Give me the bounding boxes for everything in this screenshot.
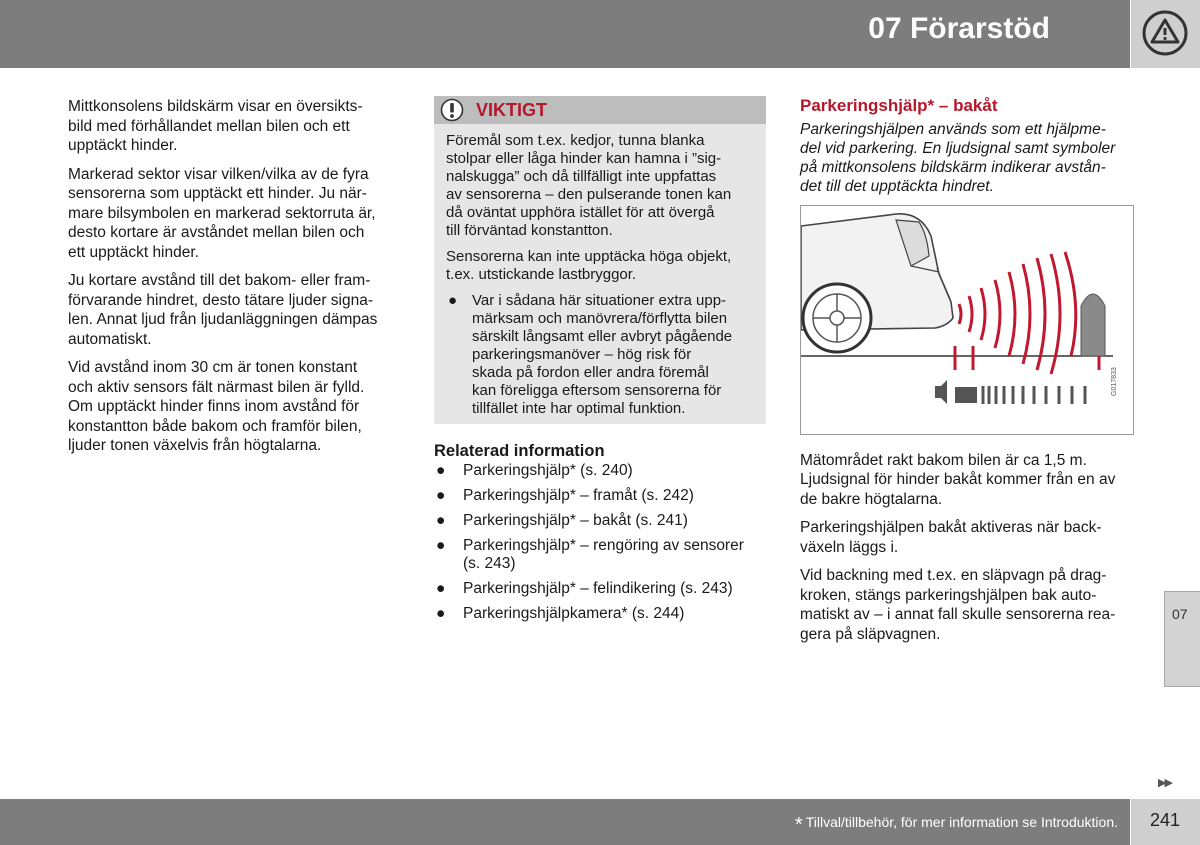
warning-body [446, 132, 756, 418]
bullet-dot: ● [436, 605, 446, 622]
header-bar [0, 0, 1130, 68]
sound-bar-block [955, 387, 977, 403]
warning-title: VIKTIGT [476, 100, 547, 120]
warning-box [434, 96, 766, 424]
obstacle-post [1081, 294, 1105, 356]
bullet-dot: ● [436, 512, 446, 529]
figure-code: G017833 [1111, 366, 1118, 396]
page-number-box [1131, 799, 1200, 845]
bullet-dot: ● [436, 462, 446, 479]
header-icon-box [1131, 0, 1200, 68]
bullet-dot: ● [436, 487, 446, 504]
paragraph: Vid avstånd inom 30 cm är tonen konstant och aktiv sensors fält närmast bilen är fylld. Om upptäckt hinder finns inom avstånd för konstantton både bakom och framför bilen, ljuder tonen växelvis från högtalarna. [68, 359, 365, 454]
bullet-dot: ● [436, 537, 446, 554]
footer-bar [0, 799, 1130, 845]
related-link[interactable]: ● Parkeringshjälp* – felindikering (s. 243) [436, 580, 733, 597]
warning-triangle-icon [1141, 9, 1189, 57]
paragraph: Parkeringshjälpen bakåt aktiveras när back- växeln läggs i. [800, 519, 1102, 556]
footnote-text: Tillval/tillbehör, för mer information se Introduktion. [805, 814, 1118, 830]
parking-assist-illustration [800, 205, 1134, 435]
warning-bullet [446, 292, 756, 418]
speaker-icon [935, 380, 947, 404]
next-page-arrows-icon: ▶▶ [1158, 777, 1171, 789]
related-link[interactable]: ● Parkeringshjälp* – rengöring av sensorer (s. 243) [436, 537, 744, 572]
right-column [800, 96, 1140, 653]
paragraph: Mätområdet rakt bakom bilen är ca 1,5 m. Ljudsignal för hinder bakåt kommer från en av de bakre högtalarna. [800, 451, 1116, 508]
related-link[interactable]: ● Parkeringshjälp* – bakåt (s. 241) [436, 512, 688, 529]
related-list [434, 462, 764, 623]
related-link[interactable]: ● Parkeringshjälpkamera* (s. 244) [436, 605, 685, 622]
exclamation-circle-icon [440, 98, 464, 122]
warning-paragraph: Föremål som t.ex. kedjor, tunna blanka stolpar eller låga hinder kan hamna i ”sig- nalskugga” och då tillfälligt inte uppfattas av sensorerna – den pulserande tonen kan då oväntat upphöra istället för att övergå till förväntad konstantton. [446, 132, 732, 239]
sound-bars [983, 386, 1085, 404]
bullet-dot: ● [448, 292, 458, 309]
related-information [434, 442, 764, 630]
chapter-tab-label: 07 [1172, 606, 1188, 622]
related-link[interactable]: ● Parkeringshjälp* – framåt (s. 242) [436, 487, 694, 504]
paragraph: Markerad sektor visar vilken/vilka av de fyra sensorerna som upptäckt ett hinder. Ju när- mare bilsymbolen en markerad sektorruta är, desto kortare är avståndet mellan bilen och ett upptäckt hinder. [68, 165, 376, 261]
paragraph: Vid backning med t.ex. en släpvagn på drag- kroken, stängs parkeringshjälpen bak auto- matiskt av – i annat fall skulle sensorerna rea- gera på släpvagnen. [800, 567, 1116, 643]
footer-note [795, 814, 1118, 837]
page-number: 241 [1150, 810, 1181, 830]
related-link[interactable]: ● Parkeringshjälp* (s. 240) [436, 462, 633, 479]
section-intro: Parkeringshjälpen används som ett hjälpme- del vid parkering. En ljudsignal samt symboler på mittkonsolens bildskärm indikerar avstån- det till det upptäckta hindret. [800, 120, 1116, 195]
warning-paragraph: Sensorerna kan inte upptäcka höga objekt, t.ex. utstickande lastbryggor. [446, 248, 732, 283]
footnote-star: * [794, 814, 803, 836]
bullet-dot: ● [436, 580, 446, 597]
left-column [68, 97, 398, 465]
warning-header [434, 96, 766, 124]
car-rear-sensor-illustration [801, 206, 1133, 434]
related-title: Relaterad information [434, 442, 605, 460]
chapter-side-tab[interactable] [1164, 591, 1200, 687]
section-title: Parkeringshjälp* – bakåt [800, 96, 998, 115]
paragraph: Ju kortare avstånd till det bakom- eller fram- förvarande hindret, desto tätare ljuder signa- len. Annat ljud från ljudanläggningen dämpas automatiskt. [68, 272, 378, 348]
paragraph: Mittkonsolens bildskärm visar en översikts- bild med förhållandet mellan bilen och ett upptäckt hinder. [68, 98, 363, 154]
warning-bullet-text: Var i sådana här situationer extra upp- märksam och manövrera/förflytta bilen särskilt långsamt eller avbryt pågående parkeringsmanöver – hög risk för skada på fordon eller andra föremål kan föreligga eftersom sensorerna för tillfället inte har optimal funktion. [472, 292, 733, 417]
chapter-title: 07 Förarstöd [868, 12, 1050, 45]
